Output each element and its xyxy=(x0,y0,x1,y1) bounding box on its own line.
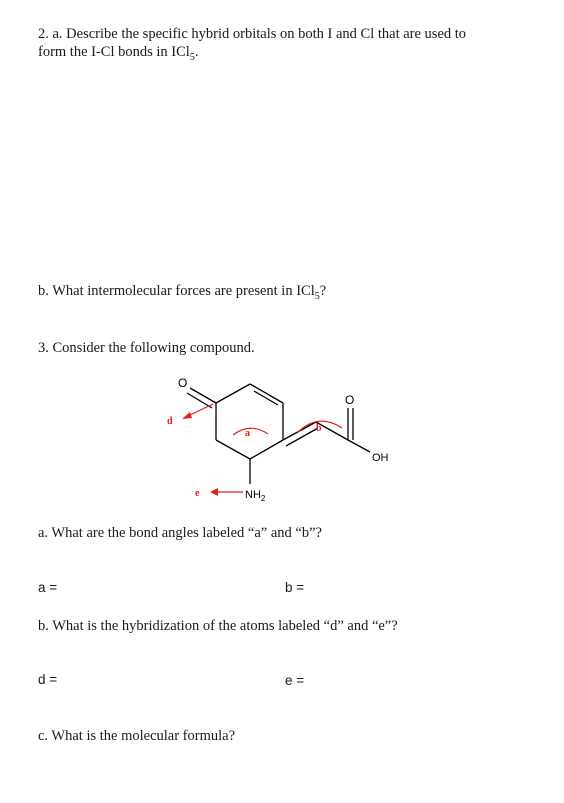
bond-c1-c2 xyxy=(216,384,250,403)
bond-exocyclic-double-2 xyxy=(286,428,318,446)
arrow-d-head xyxy=(182,412,192,419)
amine-label: $NH_2$ xyxy=(245,489,266,503)
answer-d-label: d = xyxy=(38,672,58,687)
q2a-line2-end: . xyxy=(194,44,199,60)
angle-arc-a xyxy=(233,428,268,435)
arrow-e-head xyxy=(210,488,218,496)
bond-c5-c6 xyxy=(216,440,250,459)
label-b: b xyxy=(316,423,322,434)
label-a: a xyxy=(245,428,250,439)
q2b-end: ? xyxy=(319,283,327,299)
bond-c2-c3 xyxy=(250,384,283,403)
answer-a-label: a = xyxy=(38,580,58,595)
q3-intro: 3. Consider the following compound. xyxy=(38,340,255,356)
label-d: d xyxy=(167,416,173,427)
acid-oxygen: O xyxy=(345,393,355,407)
q3b-question: b. What is the hybridization of the atoms labeled “d” and “e”? xyxy=(38,618,398,634)
angle-arcs xyxy=(188,404,342,492)
q2a-line2 xyxy=(38,43,198,61)
ring-bonds xyxy=(216,384,283,459)
ketone-oxygen: O xyxy=(178,376,188,390)
q3c-question: c. What is the molecular formula? xyxy=(38,728,236,744)
q3a-question: a. What are the bond angles labeled “a” and “b”? xyxy=(38,525,322,541)
q2a-line1: 2. a. Describe the specific hybrid orbitals on both I and Cl that are used to xyxy=(38,26,467,42)
q2b-subscript: 5 xyxy=(314,290,320,302)
arrow-d-line xyxy=(188,404,213,416)
label-e: e xyxy=(195,488,200,499)
q2a-line2-text: form the I-Cl bonds in ICl xyxy=(38,44,190,60)
answer-b-label: b = xyxy=(285,580,305,595)
side-chain xyxy=(283,408,370,452)
q2b-text: b. What intermolecular forces are present in ICl xyxy=(38,283,315,299)
bond-c4-c5 xyxy=(250,440,283,459)
molecule-structure xyxy=(150,362,450,512)
q2b-question xyxy=(38,282,326,300)
hydroxyl-label: OH xyxy=(372,452,389,464)
answer-e-label: e = xyxy=(285,673,305,688)
bond-c-oh xyxy=(348,440,370,452)
q2a-subscript: 5 xyxy=(189,51,195,63)
